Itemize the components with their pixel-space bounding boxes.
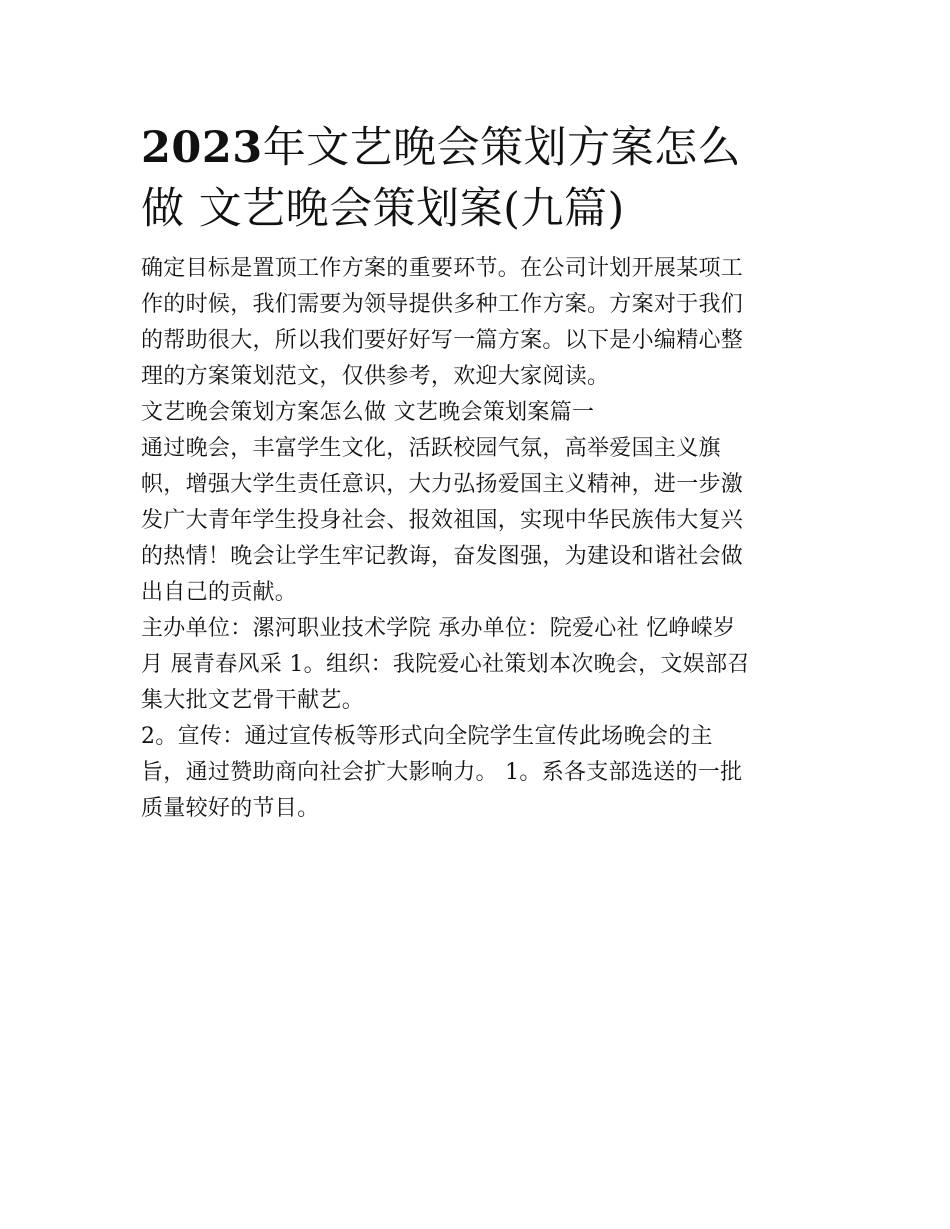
title-text: 年文艺晚会策划方案怎么 — [262, 123, 742, 173]
text-line: 集大批文艺骨干献艺。 — [141, 688, 365, 713]
text-line: 旨，通过赞助商向社会扩大影响力。 1。系各支部选送的一批 — [141, 760, 743, 785]
text-line: 文艺晚会策划方案怎么做 文艺晚会策划案篇一 — [141, 400, 595, 425]
text-line: 质量较好的节目。 — [141, 796, 320, 821]
text-line: 帜，增强大学生责任意识，大力弘扬爱国主义精神，进一步激 — [141, 472, 744, 497]
title-text: 做 文艺晚会策划案(九篇) — [141, 184, 625, 234]
text-line: 通过晚会，丰富学生文化，活跃校园气氛，高举爱国主义旗 — [141, 436, 721, 461]
text-line: 出自己的贡献。 — [141, 580, 298, 605]
text-line: 作的时候，我们需要为领导提供多种工作方案。方案对于我们 — [141, 292, 744, 317]
purpose-paragraph — [141, 431, 813, 611]
text-line: 主办单位：漯河职业技术学院 承办单位：院爱心社 忆峥嵘岁 — [141, 616, 736, 641]
text-line: 发广大青年学生投身社会、报效祖国，实现中华民族伟大复兴 — [141, 508, 744, 533]
section-heading — [141, 395, 813, 431]
text-line: 理的方案策划范文，仅供参考，欢迎大家阅读。 — [141, 364, 610, 389]
text-line: 确定目标是置顶工作方案的重要环节。在公司计划开展某项工 — [141, 256, 744, 281]
title-year: 2023 — [141, 123, 263, 173]
document-title — [141, 118, 813, 240]
publicity-paragraph — [141, 719, 813, 827]
document-body — [141, 118, 813, 827]
intro-paragraph — [141, 251, 813, 395]
title-line-1 — [141, 118, 813, 179]
title-line-2 — [141, 179, 813, 240]
text-line: 的热情！晚会让学生牢记教诲，奋发图强，为建设和谐社会做 — [141, 544, 744, 569]
text-line: 月 展青春风采 1。组织：我院爱心社策划本次晚会，文娱部召 — [141, 652, 750, 677]
text-line: 的帮助很大，所以我们要好好写一篇方案。以下是小编精心整 — [141, 328, 744, 353]
text-line: 2。宣传：通过宣传板等形式向全院学生宣传此场晚会的主 — [141, 724, 713, 749]
organizer-paragraph — [141, 611, 813, 719]
